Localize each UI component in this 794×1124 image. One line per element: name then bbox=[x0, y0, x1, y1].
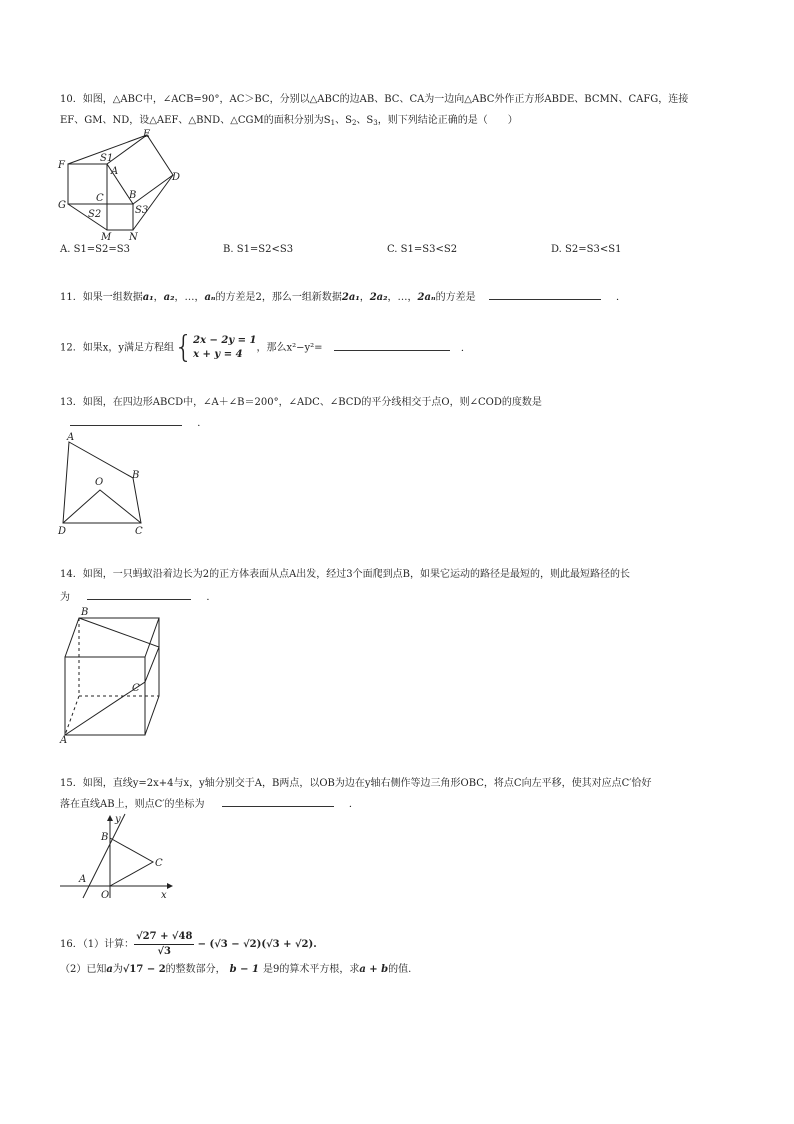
q13-answer-blank[interactable] bbox=[70, 413, 182, 426]
q10-label-m: M bbox=[101, 232, 112, 243]
q10-sub3: 3 bbox=[373, 119, 378, 127]
q14-label-c: C bbox=[132, 683, 140, 694]
q12-answer-blank[interactable] bbox=[334, 338, 450, 351]
q14-line1: 14．如图，一只蚂蚁沿着边长为2的正方体表面从点A出发，经过3个面爬到点B，如果它运动的路径是最短的，则此最短路径的长 bbox=[60, 569, 631, 580]
q12-pre: 12．如果x，y满足方程组 bbox=[60, 342, 175, 354]
q11-mid: 的方差是2，那么一组新数据 bbox=[215, 292, 342, 303]
line-ab bbox=[83, 814, 125, 898]
q16-b-minus-1: b − 1 bbox=[229, 964, 259, 975]
q16-fraction-denominator: √3 bbox=[157, 946, 172, 957]
q10-option-c-text: S1=S3<S2 bbox=[400, 244, 458, 255]
q10-line2-text: EF、GM、ND，设△AEF、△BND、△CGM的面积分别为S bbox=[60, 115, 331, 126]
q10-label-s1: S1 bbox=[100, 153, 114, 164]
q13-label-d: D bbox=[58, 526, 67, 537]
q10-option-a-letter: A. bbox=[60, 244, 71, 255]
q12-end: ． bbox=[460, 342, 471, 354]
q14-end: ． bbox=[206, 592, 217, 603]
q10-option-d-text: S2=S3<S1 bbox=[565, 244, 622, 255]
q10-sub1: 1 bbox=[330, 119, 336, 127]
square-bcmn bbox=[107, 204, 133, 230]
q15-label-b: B bbox=[101, 832, 109, 843]
q15-label-x: x bbox=[161, 890, 167, 901]
q16-var-a: a bbox=[106, 964, 113, 975]
q13-figure bbox=[55, 430, 165, 540]
q11-a2: a₂ bbox=[163, 292, 175, 303]
q11-dots: ，…， bbox=[174, 292, 205, 303]
line-nd bbox=[133, 175, 173, 230]
q12 bbox=[60, 330, 740, 365]
q16-fraction bbox=[134, 930, 194, 959]
q10-label-c: C bbox=[96, 193, 104, 204]
q11-post: 的方差是 bbox=[435, 292, 476, 303]
q11-answer-blank[interactable] bbox=[489, 287, 601, 300]
q12-system bbox=[193, 334, 256, 362]
q14-answer-blank[interactable] bbox=[87, 587, 191, 600]
q11-pre: 11．如果一组数据 bbox=[60, 292, 143, 303]
q10-line2c: 、S bbox=[356, 115, 374, 126]
q15-label-a: A bbox=[79, 874, 87, 885]
q12-eq1: 2x − 2y = 1 bbox=[193, 335, 257, 346]
q13-end: ． bbox=[197, 418, 208, 429]
q12-brace: { bbox=[174, 330, 194, 365]
q14-label-a: A bbox=[60, 735, 68, 744]
bisectors-od-oc bbox=[63, 490, 141, 523]
q11-b1: 2a₁ bbox=[341, 292, 360, 303]
q15-end: ． bbox=[348, 799, 359, 810]
q10-sub2: 2 bbox=[351, 119, 357, 127]
q10-option-b[interactable] bbox=[223, 244, 293, 255]
q11: 11．如果一组数据a₁，a₂，…，aₙ的方差是2，那么一组新数据2a₁，2a₂，…，2aₙ的方差是 ． bbox=[60, 287, 740, 308]
q13-text: 13．如图，在四边形ABCD中，∠A＋∠B＝200°，∠ADC、∠BCD的平分线相交于点O，则∠COD的度数是 bbox=[60, 397, 542, 408]
q12-eq2: x + y = 4 bbox=[193, 349, 243, 360]
q10-label-g: G bbox=[58, 200, 66, 211]
q10-option-c-letter: C. bbox=[387, 244, 398, 255]
q16-part2-mid1: 为 bbox=[112, 964, 123, 975]
q11-a1: a₁ bbox=[142, 292, 154, 303]
q15-label-c: C bbox=[155, 858, 163, 869]
q15-line1: 15．如图，直线y=2x+4与x，y轴分别交于A，B两点，以OB为边在y轴右侧作等边三角形OBC，将点C向左平移，使其对应点C′恰好 bbox=[60, 778, 652, 789]
q10-label-s3: S3 bbox=[135, 205, 149, 216]
q10-line2b: 、S bbox=[335, 115, 352, 126]
q16-part1 bbox=[60, 928, 740, 962]
q12-mid: ，那么x²−y²= bbox=[256, 342, 323, 354]
q10-line2d: ，则下列结论正确的是（ ） bbox=[377, 115, 518, 126]
q10-option-a[interactable] bbox=[60, 244, 130, 255]
q10-label-d: D bbox=[172, 172, 181, 183]
q16-part2-mid2: 的整数部分， bbox=[165, 964, 226, 975]
q11-an: aₙ bbox=[204, 292, 216, 303]
q13-label-c: C bbox=[135, 526, 143, 537]
q10-label-n: N bbox=[129, 232, 138, 243]
q10-option-b-text: S1=S2<S3 bbox=[236, 244, 294, 255]
q11-bn: 2aₙ bbox=[417, 292, 436, 303]
q16-part2-end: 的值. bbox=[388, 964, 412, 975]
q10-label-e: E bbox=[143, 129, 151, 140]
q14-line2-text: 为 bbox=[60, 592, 70, 603]
q14-cube-figure bbox=[55, 604, 170, 744]
triangle-obc bbox=[110, 838, 153, 886]
q15-line2-text: 落在直线AB上，则点C′的坐标为 bbox=[60, 799, 205, 810]
q16-part1-pre: 16．（1）计算： bbox=[60, 939, 135, 950]
q16-part2-pre: （2）已知 bbox=[60, 964, 107, 975]
q16-part1-post: − (√3 − √2)(√3 + √2). bbox=[197, 939, 317, 950]
hidden-edge-depth bbox=[65, 696, 79, 735]
q10-option-d-letter: D. bbox=[551, 244, 562, 255]
q15-label-y: y bbox=[115, 814, 121, 825]
q16-expr: √17 − 2 bbox=[122, 964, 166, 975]
q15-label-o: O bbox=[101, 890, 110, 901]
q10-option-b-letter: B. bbox=[223, 244, 234, 255]
q16-fraction-numerator: √27 + √48 bbox=[134, 930, 194, 945]
q13-label-b: B bbox=[132, 470, 140, 481]
q10-option-c[interactable] bbox=[387, 244, 457, 255]
q10-label-b: B bbox=[129, 190, 137, 201]
q14-label-b: B bbox=[81, 607, 89, 618]
q13-label-a: A bbox=[67, 432, 75, 443]
q15-answer-blank[interactable] bbox=[222, 794, 334, 807]
q11-b2: 2a₂ bbox=[369, 292, 388, 303]
q15-coordinate-figure bbox=[55, 810, 180, 902]
q10-label-a: A bbox=[111, 166, 119, 177]
q10-option-a-text: S1=S2=S3 bbox=[73, 244, 130, 255]
q11-end: ． bbox=[615, 292, 626, 303]
q16-part2 bbox=[60, 960, 740, 980]
q16-part2-mid3: 是9的算术平方根，求 bbox=[262, 964, 360, 975]
q10-figure bbox=[55, 128, 185, 243]
q10-label-f: F bbox=[58, 160, 65, 171]
q16-a-plus-b: a + b bbox=[359, 964, 389, 975]
q10-line1: 10．如图，△ABC中，∠ACB=90°，AC＞BC，分别以△ABC的边AB、BC、CA为一边向△ABC外作正方形ABDE、BCMN、CAFG，连接 bbox=[60, 94, 689, 105]
q10-label-s2: S2 bbox=[88, 209, 102, 220]
q13-label-o: O bbox=[95, 477, 104, 488]
q10-option-d[interactable] bbox=[551, 244, 621, 255]
